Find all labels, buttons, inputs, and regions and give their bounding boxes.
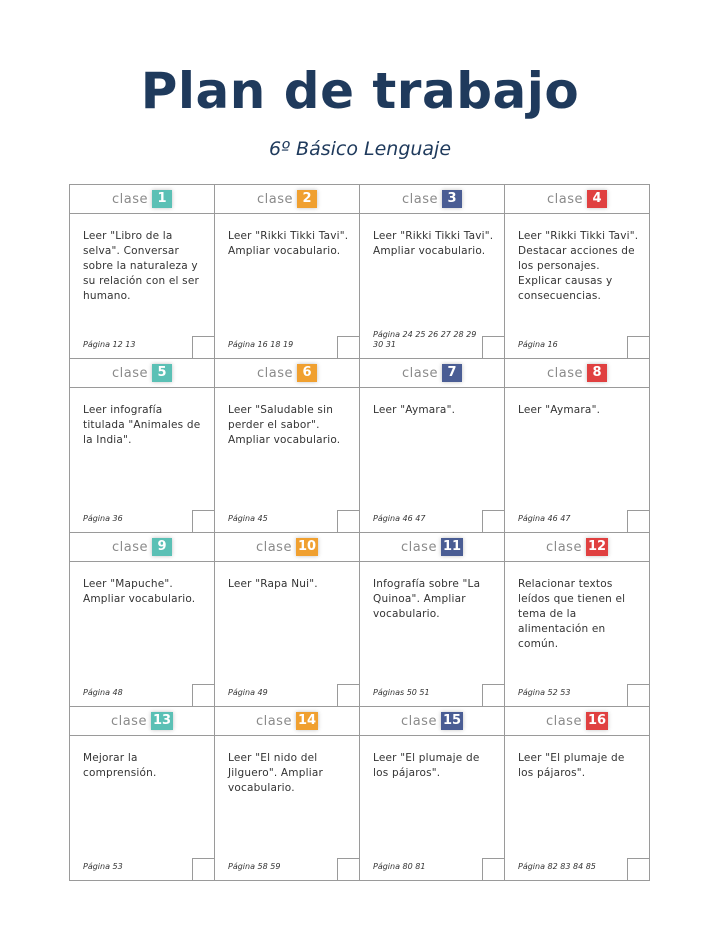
- lesson-cell-7: [360, 359, 505, 533]
- lesson-cell-4: [505, 185, 650, 359]
- lesson-number-badge: 14: [297, 713, 317, 728]
- completion-checkbox[interactable]: [192, 336, 214, 358]
- lesson-description: Leer "Saludable sin perder el sabor". Ampliar vocabulario.: [228, 404, 341, 446]
- clase-label: clase: [112, 365, 148, 381]
- completion-checkbox[interactable]: [192, 684, 214, 706]
- lesson-header: [505, 359, 649, 388]
- lesson-pages: Página 49: [228, 688, 268, 697]
- lesson-pages: Página 82 83 84 85: [518, 862, 596, 871]
- lesson-number-badge: 1: [152, 190, 172, 208]
- lesson-pages: Página 58 59: [228, 862, 281, 871]
- clase-label: clase: [110, 713, 147, 729]
- lesson-header: [70, 185, 214, 214]
- lesson-header: [70, 359, 214, 388]
- lesson-description: Leer "Rikki Tikki Tavi". Destacar acciones de los personajes. Explicar causas y consecuencias.: [518, 230, 639, 302]
- lesson-cell-13: [70, 707, 215, 881]
- lesson-number-badge: 10: [297, 539, 317, 554]
- clase-label: clase: [547, 191, 583, 207]
- lesson-header: [360, 533, 504, 562]
- completion-checkbox[interactable]: [192, 858, 214, 880]
- completion-checkbox[interactable]: [337, 510, 359, 532]
- lesson-header: [70, 533, 214, 562]
- completion-checkbox[interactable]: [627, 510, 649, 532]
- lesson-number-badge: 12: [587, 539, 607, 554]
- lesson-cell-8: [505, 359, 650, 533]
- lesson-cell-6: [215, 359, 360, 533]
- lesson-description: Leer "El plumaje de los pájaros".: [373, 752, 480, 779]
- lesson-header: [70, 707, 214, 736]
- completion-checkbox[interactable]: [337, 858, 359, 880]
- lesson-header: [215, 359, 359, 388]
- lesson-number-badge: 9: [152, 538, 172, 556]
- lesson-description: Leer "Aymara".: [518, 404, 601, 416]
- lesson-description: Leer "Libro de la selva". Conversar sobre la naturaleza y su relación con el ser humano.: [83, 230, 200, 302]
- lesson-cell-16: [505, 707, 650, 881]
- lesson-description: Mejorar la comprensión.: [83, 752, 157, 779]
- lesson-pages: Página 36: [83, 514, 123, 523]
- lesson-pages: Páginas 50 51: [373, 688, 430, 697]
- lesson-pages: Página 12 13: [83, 340, 136, 349]
- lesson-cell-1: [70, 185, 215, 359]
- completion-checkbox[interactable]: [192, 510, 214, 532]
- clase-label: clase: [112, 191, 148, 207]
- lesson-description: Leer "El nido del Jilguero". Ampliar vocabulario.: [228, 752, 323, 794]
- clase-label: clase: [255, 713, 292, 729]
- lesson-number-badge: 8: [587, 364, 607, 382]
- page-title: Plan de trabajo: [140, 62, 580, 120]
- lesson-cell-10: [215, 533, 360, 707]
- lesson-pages: Página 48: [83, 688, 123, 697]
- lesson-number-badge: 11: [442, 539, 462, 554]
- lesson-description: Leer "El plumaje de los pájaros".: [518, 752, 625, 779]
- lesson-pages: Página 80 81: [373, 862, 426, 871]
- lesson-number-badge: 7: [442, 364, 462, 382]
- lesson-cell-9: [70, 533, 215, 707]
- lesson-number-badge: 2: [297, 190, 317, 208]
- lesson-cell-11: [360, 533, 505, 707]
- lesson-number-badge: 13: [152, 713, 172, 728]
- lesson-header: [215, 707, 359, 736]
- lesson-grid: [69, 184, 650, 881]
- lesson-number-badge: 4: [587, 190, 607, 208]
- lesson-pages: Página 46 47: [518, 514, 571, 523]
- clase-label: clase: [257, 365, 293, 381]
- completion-checkbox[interactable]: [627, 336, 649, 358]
- lesson-cell-3: [360, 185, 505, 359]
- completion-checkbox[interactable]: [627, 858, 649, 880]
- lesson-header: [360, 185, 504, 214]
- page-subtitle: 6º Básico Lenguaje: [268, 138, 452, 160]
- lesson-description: Infografía sobre "La Quinoa". Ampliar vocabulario.: [373, 578, 481, 620]
- lesson-header: [505, 533, 649, 562]
- lesson-number-badge: 15: [442, 713, 462, 728]
- clase-label: clase: [402, 191, 438, 207]
- clase-label: clase: [400, 539, 437, 555]
- lesson-pages: Página 16 18 19: [228, 340, 294, 349]
- lesson-description: Leer "Aymara".: [373, 404, 456, 416]
- lesson-header: [360, 707, 504, 736]
- completion-checkbox[interactable]: [337, 336, 359, 358]
- lesson-cell-5: [70, 359, 215, 533]
- clase-label: clase: [255, 539, 292, 555]
- clase-label: clase: [547, 365, 583, 381]
- completion-checkbox[interactable]: [482, 336, 504, 358]
- lesson-number-badge: 5: [152, 364, 172, 382]
- lesson-header: [360, 359, 504, 388]
- clase-label: clase: [402, 365, 438, 381]
- clase-label: clase: [257, 191, 293, 207]
- clase-label: clase: [400, 713, 437, 729]
- lesson-cell-15: [360, 707, 505, 881]
- lesson-description: Relacionar textos leídos que tienen el tema de la alimentación en común.: [518, 578, 626, 650]
- completion-checkbox[interactable]: [627, 684, 649, 706]
- lesson-description: Leer infografía titulada "Animales de la India".: [83, 404, 201, 446]
- lesson-pages: Página 45: [228, 514, 268, 523]
- lesson-pages: Página 24 25 26 27 28 29 30 31: [373, 330, 477, 349]
- lesson-description: Leer "Rapa Nui".: [228, 578, 318, 590]
- lesson-pages: Página 46 47: [373, 514, 426, 523]
- lesson-header: [505, 185, 649, 214]
- clase-label: clase: [545, 539, 582, 555]
- lesson-pages: Página 16: [518, 340, 558, 349]
- completion-checkbox[interactable]: [482, 684, 504, 706]
- lesson-header: [215, 185, 359, 214]
- lesson-cell-14: [215, 707, 360, 881]
- completion-checkbox[interactable]: [337, 684, 359, 706]
- clase-label: clase: [545, 713, 582, 729]
- lesson-number-badge: 16: [587, 713, 607, 728]
- lesson-header: [505, 707, 649, 736]
- completion-checkbox[interactable]: [482, 858, 504, 880]
- lesson-pages: Página 53: [83, 862, 123, 871]
- lesson-description: Leer "Rikki Tikki Tavi". Ampliar vocabulario.: [228, 230, 349, 257]
- lesson-description: Leer "Rikki Tikki Tavi". Ampliar vocabulario.: [373, 230, 494, 257]
- lesson-number-badge: 6: [297, 364, 317, 382]
- lesson-header: [215, 533, 359, 562]
- lesson-pages: Página 52 53: [518, 688, 571, 697]
- lesson-number-badge: 3: [442, 190, 462, 208]
- clase-label: clase: [112, 539, 148, 555]
- lesson-cell-12: [505, 533, 650, 707]
- lesson-description: Leer "Mapuche". Ampliar vocabulario.: [83, 578, 196, 605]
- completion-checkbox[interactable]: [482, 510, 504, 532]
- lesson-cell-2: [215, 185, 360, 359]
